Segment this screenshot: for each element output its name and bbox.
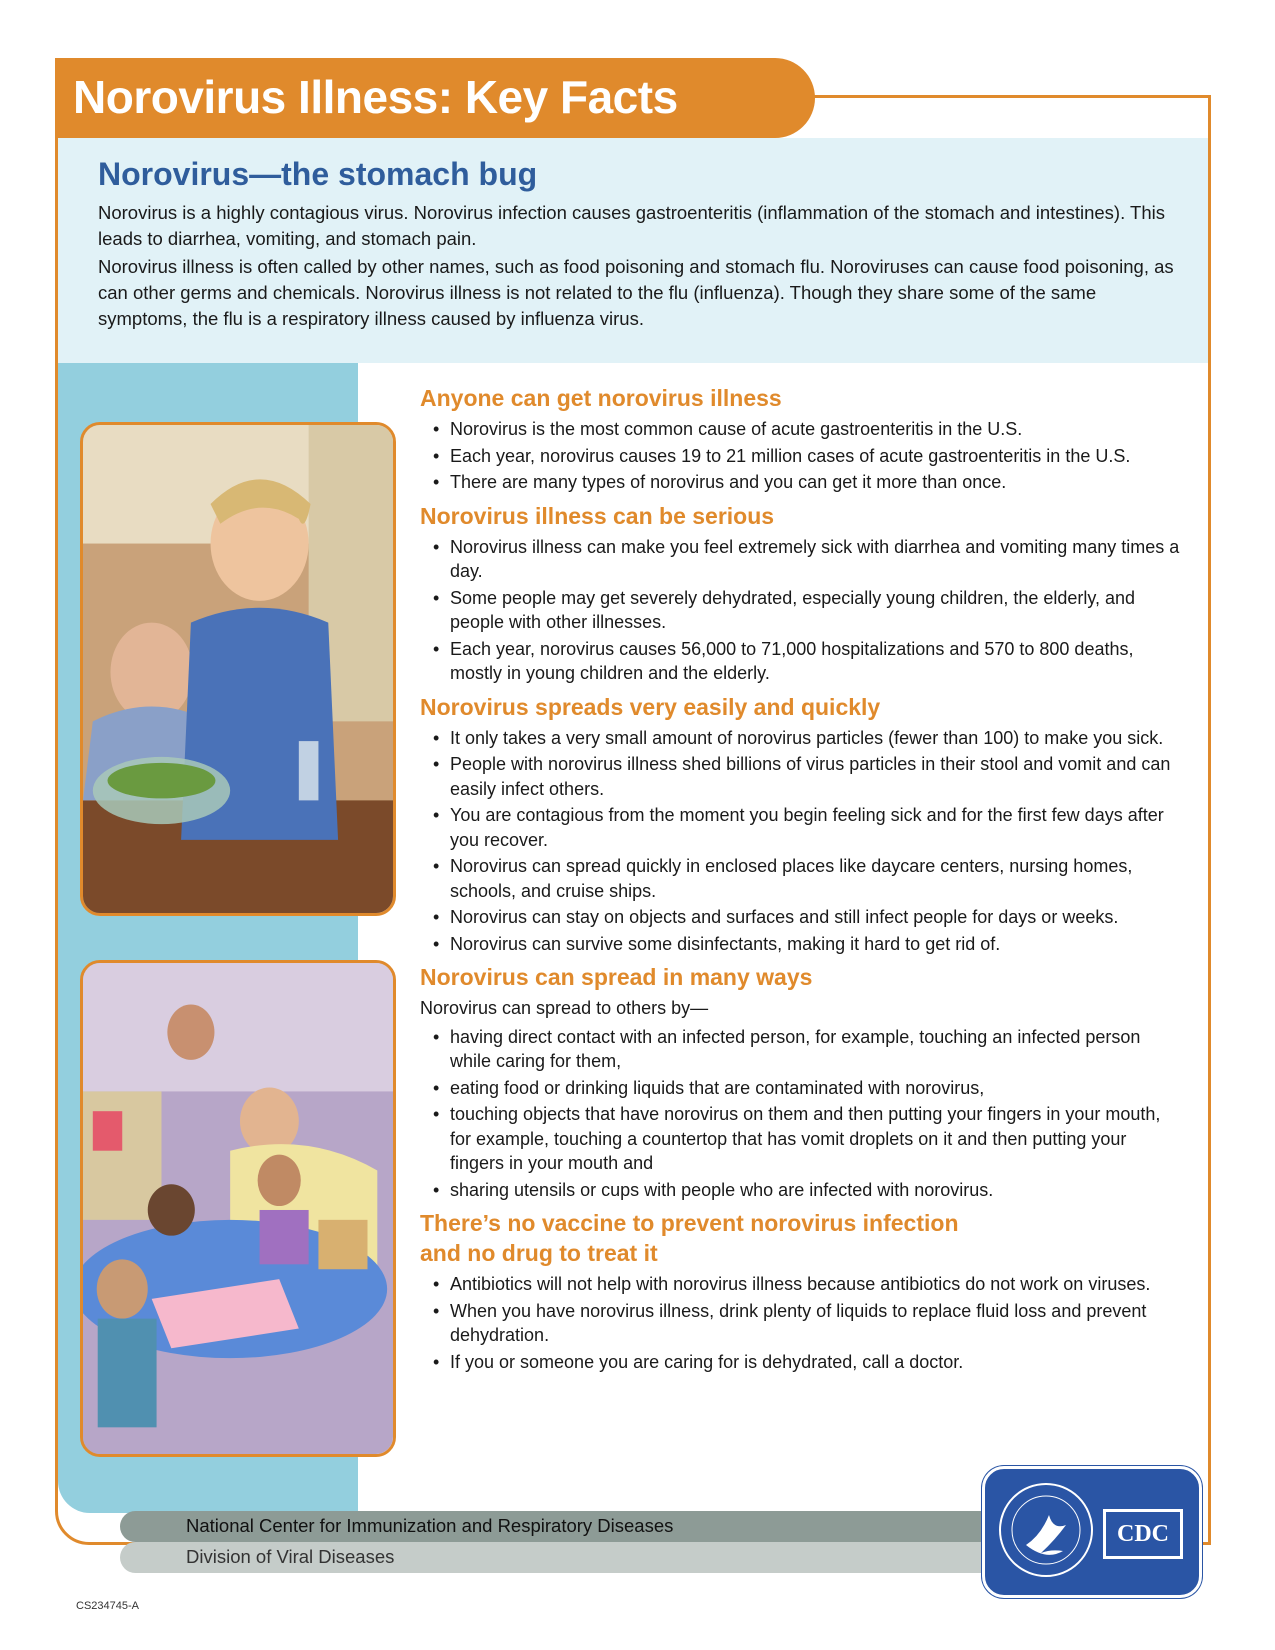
section-heading: Anyone can get norovirus illness (420, 385, 782, 411)
cdc-logo (982, 1466, 1202, 1598)
photo-woman-serving-salad (80, 422, 396, 916)
photo-daycare-children (80, 960, 396, 1457)
list-item: • touching objects that have norovirus on them and then putting your fingers in your mouth, for example, touching a countertop that has vomit droplets on it and then putting your fingers in your mouth and (420, 1102, 1185, 1176)
section-lead: Norovirus can spread to others by— (420, 998, 709, 1018)
list-item: • sharing utensils or cups with people who are infected with norovirus. (420, 1178, 1185, 1203)
intro-paragraph-2: Norovirus illness is often called by other names, such as food poisoning and stomach flu. Noroviruses can cause food poisoning, as can other germs and chemicals. Norovirus illness is not related to the flu (influenza). Though they share some of the same symptoms, the flu is a respiratory illness caused by influenza virus. (98, 256, 1174, 329)
document-code: CS234745-A (76, 1600, 139, 1612)
bullet-list (420, 726, 1185, 957)
list-item: • Norovirus can spread quickly in enclosed places like daycare centers, nursing homes, schools, and cruise ships. (420, 854, 1185, 903)
cdc-wordmark: CDC (1103, 1509, 1183, 1559)
footer-center-name: National Center for Immunization and Respiratory Diseases (186, 1515, 674, 1536)
bullet-list (420, 1272, 1185, 1374)
title-banner (55, 58, 815, 138)
intro-heading: Norovirus—the stomach bug (98, 156, 538, 192)
list-item: • Each year, norovirus causes 56,000 to 71,000 hospitalizations and 570 to 800 deaths, mostly in young children and the elderly. (420, 637, 1185, 686)
intro-panel (58, 138, 1208, 363)
bullet-list (420, 535, 1185, 686)
section-heading: There’s no vaccine to prevent norovirus infection and no drug to treat it (420, 1210, 959, 1266)
list-item: • eating food or drinking liquids that are contaminated with norovirus, (420, 1076, 1185, 1101)
footer-center-bar (120, 1511, 1020, 1542)
main-content (420, 383, 1185, 1380)
section-heading: Norovirus can spread in many ways (420, 964, 813, 990)
list-item: • When you have norovirus illness, drink plenty of liquids to replace fluid loss and prevent dehydration. (420, 1299, 1185, 1348)
footer-division-bar (120, 1542, 1020, 1573)
section-heading: Norovirus spreads very easily and quickly (420, 693, 881, 720)
list-item: • having direct contact with an infected person, for example, touching an infected person while caring for them, (420, 1025, 1185, 1074)
list-item: • Norovirus illness can make you feel extremely sick with diarrhea and vomiting many times a day. (420, 535, 1185, 584)
footer-division-name: Division of Viral Diseases (186, 1546, 395, 1567)
list-item: • If you or someone you are caring for is dehydrated, call a doctor. (420, 1350, 1185, 1375)
bullet-list (420, 417, 1185, 495)
list-item: • You are contagious from the moment you begin feeling sick and for the first few days after you recover. (420, 803, 1185, 852)
list-item: • Antibiotics will not help with norovirus illness because antibiotics do not work on viruses. (420, 1272, 1185, 1297)
section-heading: Norovirus illness can be serious (420, 502, 775, 529)
hhs-seal-icon (991, 1475, 1101, 1585)
bullet-list (420, 1025, 1185, 1203)
list-item: • There are many types of norovirus and you can get it more than once. (420, 470, 1185, 495)
list-item: • Some people may get severely dehydrated, especially young children, the elderly, and people with other illnesses. (420, 586, 1185, 635)
list-item: • Norovirus is the most common cause of acute gastroenteritis in the U.S. (420, 417, 1185, 442)
intro-paragraph-1: Norovirus is a highly contagious virus. Norovirus infection causes gastroenteritis (inflammation of the stomach and intestines). This leads to diarrhea, vomiting, and stomach pain. (98, 202, 1165, 249)
list-item: • People with norovirus illness shed billions of virus particles in their stool and vomit and can easily infect others. (420, 752, 1185, 801)
list-item: • It only takes a very small amount of norovirus particles (fewer than 100) to make you sick. (420, 726, 1185, 751)
page-title: Norovirus Illness: Key Facts (73, 71, 678, 123)
list-item: • Norovirus can survive some disinfectants, making it hard to get rid of. (420, 932, 1185, 957)
list-item: • Norovirus can stay on objects and surfaces and still infect people for days or weeks. (420, 905, 1185, 930)
list-item: • Each year, norovirus causes 19 to 21 million cases of acute gastroenteritis in the U.S. (420, 444, 1185, 469)
